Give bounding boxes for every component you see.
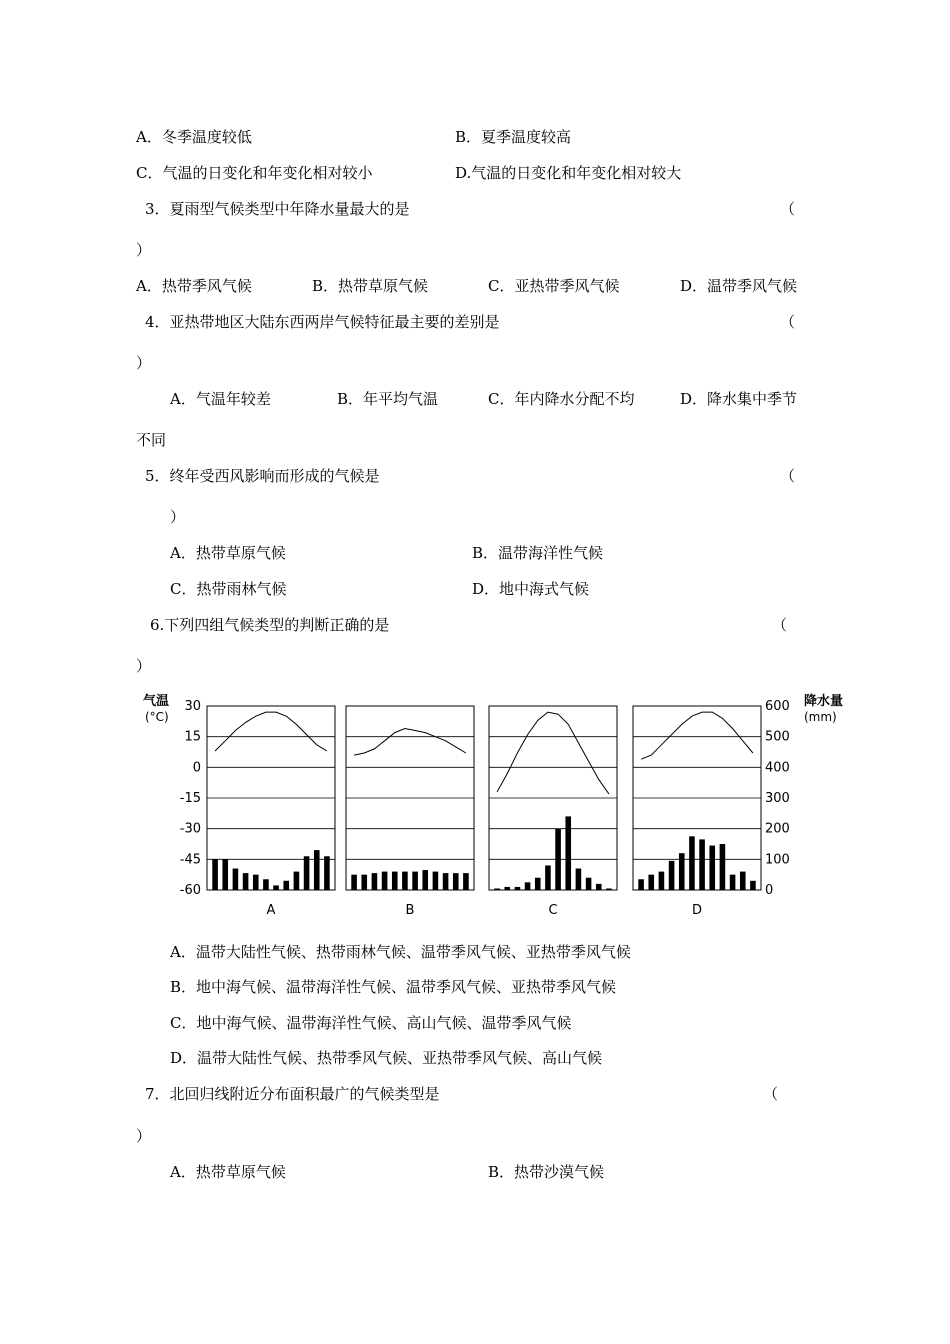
precip-bar-a-5 [253, 875, 259, 890]
q6-stem: 6.下列四组气候类型的判断正确的是 [150, 616, 390, 634]
q5-paren-open: （ [780, 467, 796, 485]
precip-tick-label: 400 [765, 760, 790, 776]
precip-bar-c-11 [596, 884, 602, 890]
temp-curve-b [354, 729, 466, 756]
chart-panel-b-label: B [405, 903, 415, 918]
precip-tick-label: 200 [765, 821, 790, 837]
precip-bar-d-1 [638, 879, 644, 890]
precip-bar-a-1 [212, 859, 218, 890]
precip-bar-d-3 [659, 872, 665, 890]
chart-panel-c-label: C [548, 903, 558, 918]
temp-curve-d [641, 712, 753, 759]
q7-paren-open: （ [763, 1085, 779, 1103]
temp-tick-label: -30 [179, 821, 201, 837]
precip-bar-c-10 [586, 878, 592, 890]
precip-axis-unit: (mm) [804, 710, 837, 724]
precip-bar-c-6 [545, 865, 551, 890]
temp-axis-label: 气温 [143, 694, 170, 709]
temp-tick-label: -60 [179, 883, 201, 898]
q5-stem: 5．终年受西风影响而形成的气候是 [145, 467, 380, 485]
precip-bar-d-9 [720, 844, 726, 890]
precip-bar-c-8 [565, 816, 571, 890]
precip-tick-label: 600 [765, 699, 790, 714]
q6-option-a: A．温带大陆性气候、热带雨林气候、温带季风气候、亚热带季风气候 [170, 943, 631, 961]
precip-bar-b-7 [412, 872, 418, 890]
temp-curve-c [497, 712, 609, 794]
q6-option-b: B．地中海气候、温带海洋性气候、温带季风气候、亚热带季风气候 [170, 978, 617, 996]
precip-bar-b-2 [361, 875, 367, 890]
temp-tick-label: 0 [192, 760, 201, 776]
precip-tick-label: 300 [765, 791, 790, 806]
precip-bar-c-2 [504, 887, 510, 890]
precip-bar-b-3 [372, 873, 378, 890]
temp-curve-a [215, 712, 327, 751]
q3-stem: 3．夏雨型气候类型中年降水量最大的是 [145, 200, 410, 218]
precip-bar-d-7 [699, 839, 705, 890]
q3-option-b: B．热带草原气候 [312, 277, 429, 295]
precip-bar-c-7 [555, 829, 561, 890]
temp-tick-label: -15 [179, 791, 201, 806]
precip-tick-label: 100 [765, 852, 790, 868]
precip-bar-c-4 [525, 882, 531, 890]
precip-bar-c-1 [494, 888, 500, 890]
precip-bar-a-8 [283, 881, 289, 890]
precip-bar-a-7 [273, 885, 279, 890]
precip-bar-a-9 [294, 872, 300, 890]
precip-bar-b-11 [453, 873, 459, 890]
q6-paren-close: ） [136, 657, 152, 675]
precip-bar-d-4 [669, 861, 675, 890]
q6-option-d: D．温带大陆性气候、热带季风气候、亚热带季风气候、高山气候 [170, 1049, 603, 1067]
precip-bar-d-2 [648, 875, 654, 890]
q4-stem: 4．亚热带地区大陆东西两岸气候特征最主要的差别是 [145, 313, 500, 331]
precip-bar-d-5 [679, 853, 685, 890]
q7-stem: 7．北回归线附近分布面积最广的气候类型是 [145, 1085, 440, 1103]
precip-bar-a-10 [304, 856, 310, 890]
precip-bar-a-12 [324, 856, 330, 890]
precip-axis-label: 降水量 [804, 694, 844, 709]
q7-paren-close: ） [136, 1127, 152, 1145]
precip-bar-d-8 [709, 846, 715, 890]
precip-tick-label: 0 [765, 883, 774, 898]
temp-axis-unit: (°C) [145, 710, 169, 724]
chart-panel-d-label: D [691, 903, 703, 918]
q6-option-c: C．地中海气候、温带海洋性气候、高山气候、温带季风气候 [170, 1014, 572, 1032]
temp-tick-label: -45 [179, 852, 201, 868]
q3-paren-close: ） [136, 241, 152, 259]
precip-bar-d-6 [689, 836, 695, 890]
q7-option-a: A．热带草原气候 [170, 1163, 286, 1181]
q3-paren-open: （ [780, 200, 796, 218]
precip-bar-b-10 [443, 873, 449, 890]
precip-bar-d-10 [730, 875, 736, 890]
precip-bar-a-3 [233, 869, 239, 890]
precip-bar-d-11 [740, 872, 746, 890]
q5-option-b: B．温带海洋性气候 [472, 544, 604, 562]
q4-option-b: B．年平均气温 [337, 390, 439, 408]
q2-option-d: D.气温的日变化和年变化相对较大 [455, 164, 682, 182]
precip-bar-b-6 [402, 872, 408, 890]
q3-option-c: C．亚热带季风气候 [488, 277, 620, 295]
precip-bar-b-12 [463, 873, 469, 890]
q3-option-a: A．热带季风气候 [136, 277, 252, 295]
q5-option-d: D．地中海式气候 [472, 580, 590, 598]
q5-paren-close: ） [170, 508, 186, 526]
precip-bar-c-3 [515, 887, 521, 890]
q5-option-c: C．热带雨林气候 [170, 580, 287, 598]
precip-bar-b-8 [422, 870, 428, 890]
precip-bar-a-2 [222, 859, 228, 890]
temp-tick-label: 30 [184, 699, 201, 714]
q4-option-d-continuation: 不同 [136, 431, 167, 449]
precip-bar-c-5 [535, 878, 541, 890]
q7-option-b: B．热带沙漠气候 [488, 1163, 605, 1181]
q3-option-d: D．温带季风气候 [680, 277, 798, 295]
temp-tick-label: 15 [184, 729, 201, 745]
precip-bar-d-12 [750, 881, 756, 890]
q5-option-a: A．热带草原气候 [170, 544, 286, 562]
q2-option-c: C．气温的日变化和年变化相对较小 [136, 164, 373, 182]
precip-bar-b-5 [392, 872, 398, 890]
precip-bar-b-4 [382, 872, 388, 890]
precip-tick-label: 500 [765, 729, 790, 745]
precip-bar-a-6 [263, 879, 269, 890]
q2-option-a: A．冬季温度较低 [136, 128, 252, 146]
precip-bar-a-11 [314, 850, 320, 890]
precip-bar-c-12 [606, 888, 612, 890]
q2-option-b: B．夏季温度较高 [455, 128, 572, 146]
q4-option-d: D．降水集中季节 [680, 390, 798, 408]
precip-bar-a-4 [243, 873, 249, 890]
q4-paren-close: ） [136, 354, 152, 372]
chart-panel-a-label: A [266, 903, 276, 918]
precip-bar-c-9 [576, 869, 582, 890]
q6-paren-open: （ [772, 616, 788, 634]
q4-option-a: A．气温年较差 [170, 390, 271, 408]
precip-bar-b-1 [351, 875, 357, 890]
climate-charts [135, 690, 855, 920]
q4-option-c: C．年内降水分配不均 [488, 390, 635, 408]
q4-paren-open: （ [780, 313, 796, 331]
precip-bar-b-9 [433, 872, 439, 890]
